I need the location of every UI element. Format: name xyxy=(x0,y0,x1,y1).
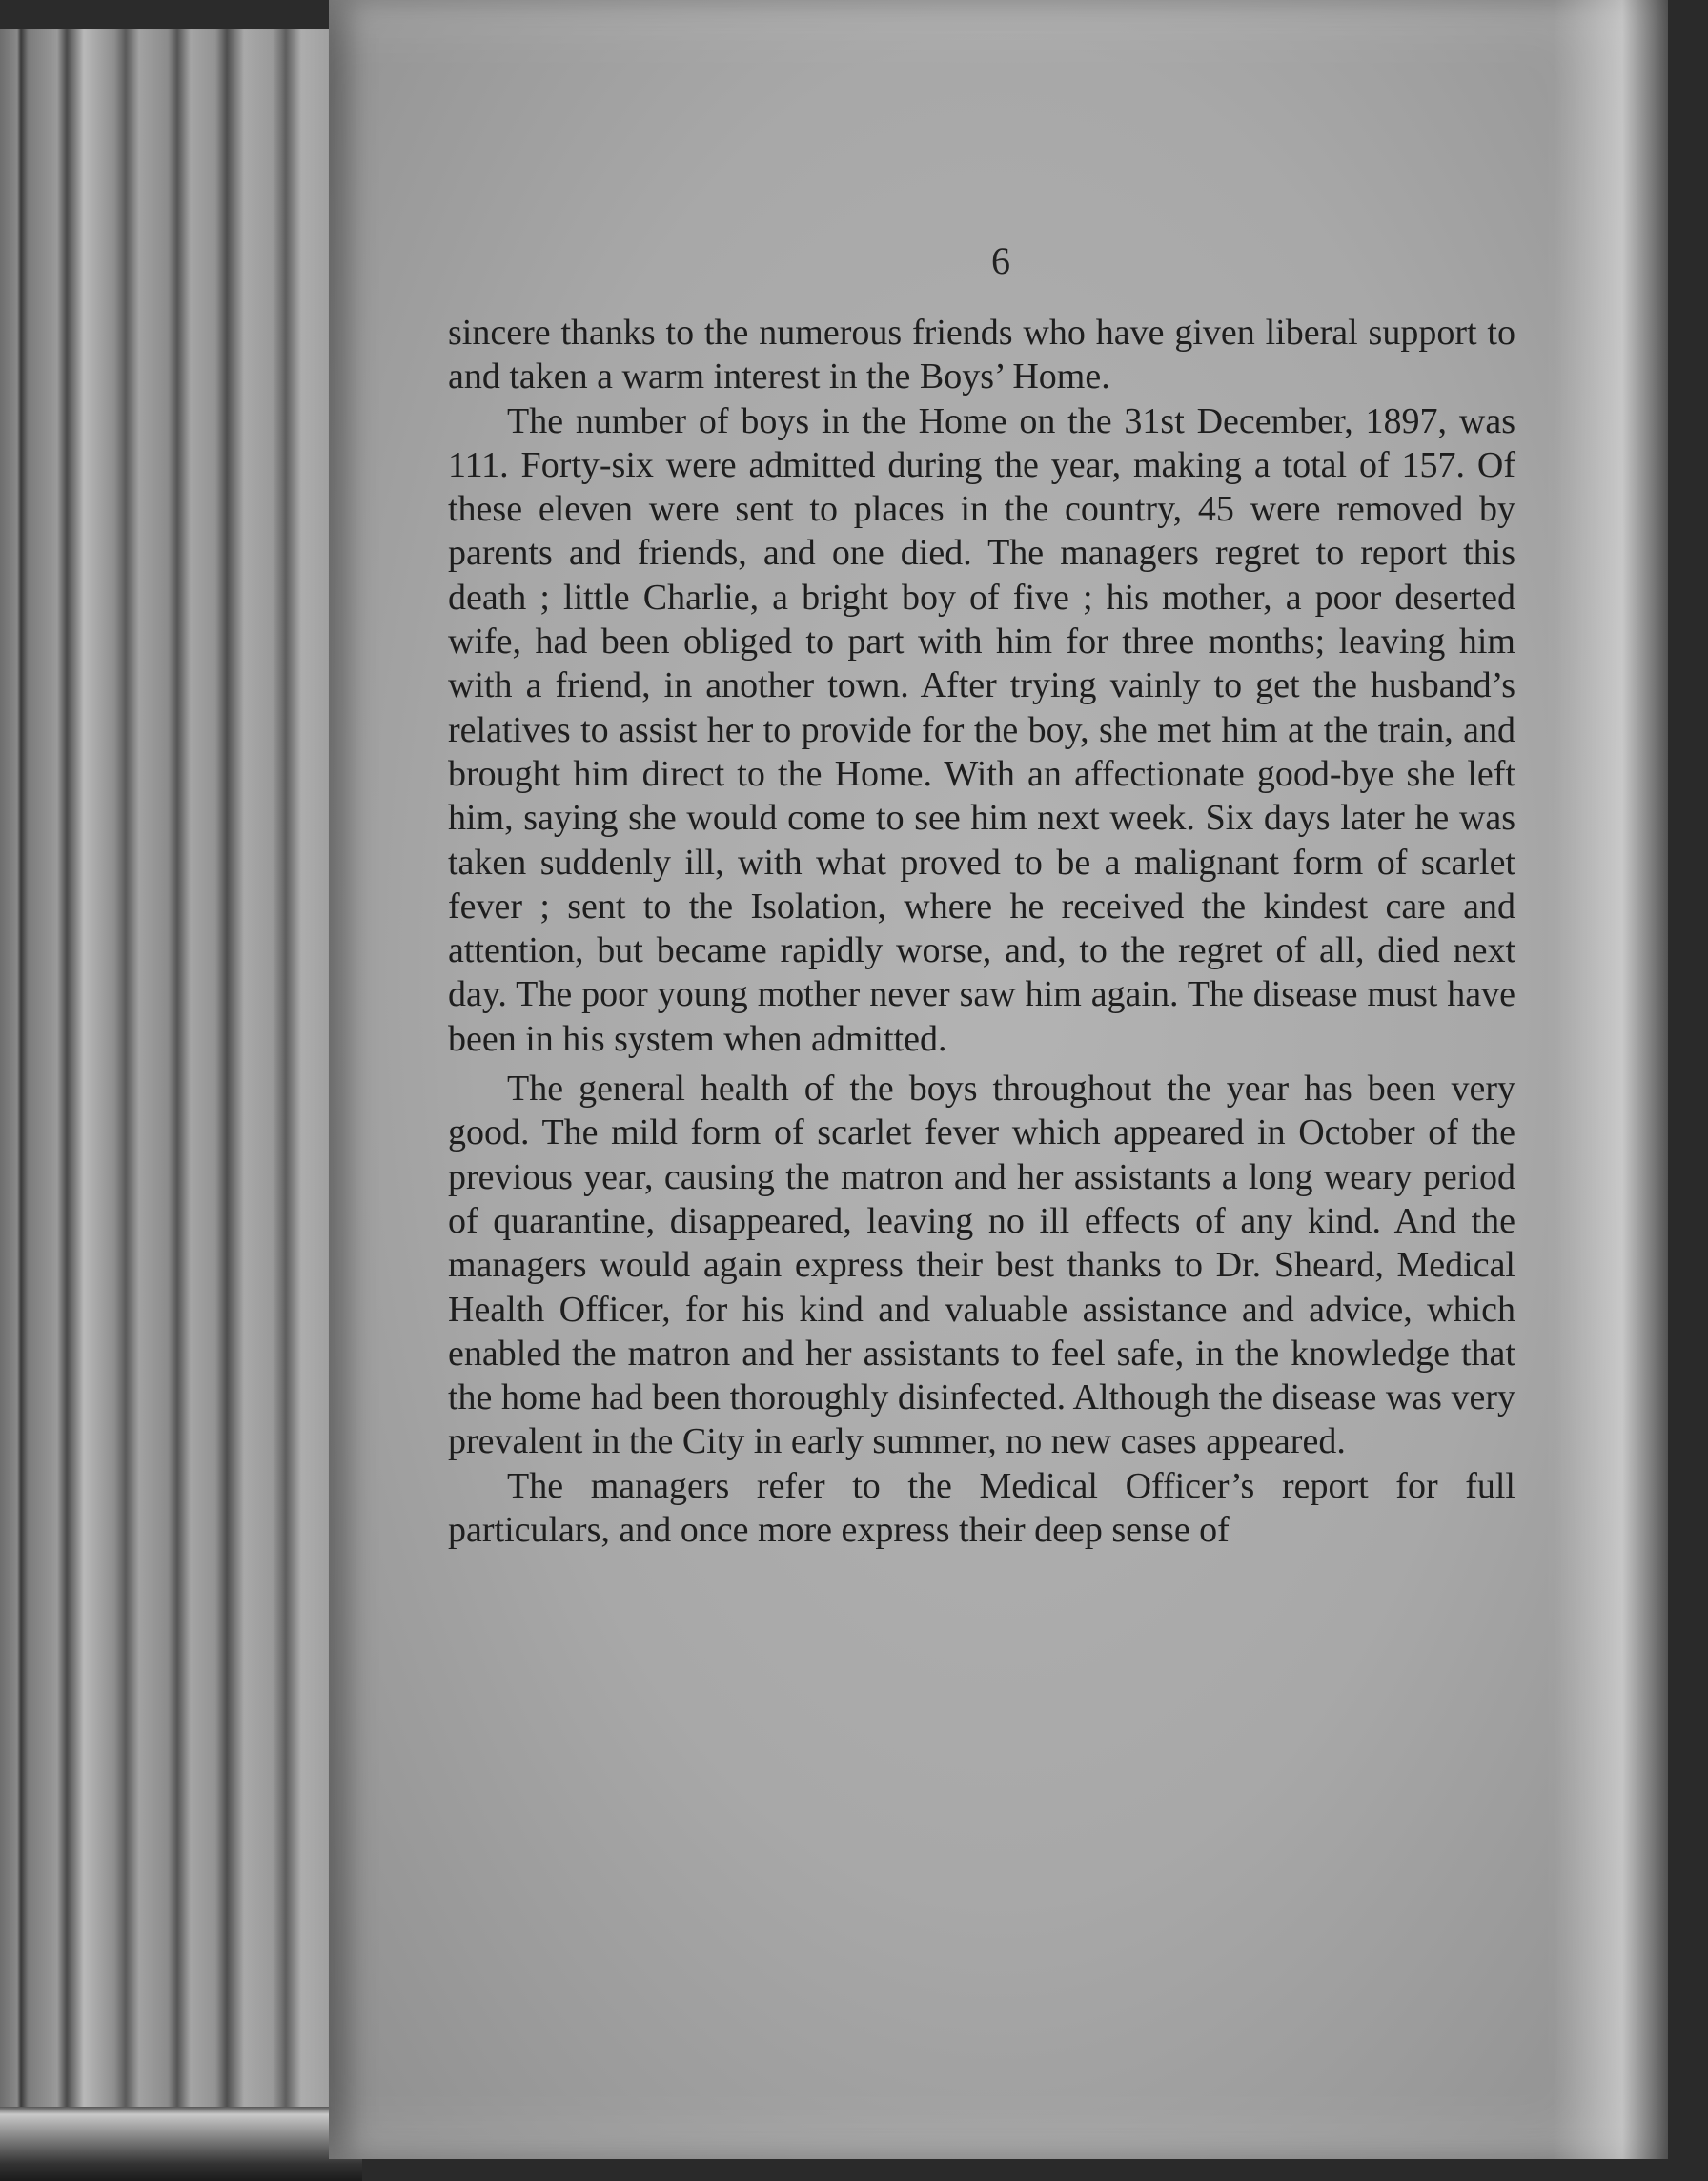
book-edge-bottom xyxy=(0,2107,362,2181)
page-number: 6 xyxy=(991,239,1010,282)
paragraph-medical-report: The managers refer to the Medical Officer’s report for full particulars, and once more express their deep sense of xyxy=(448,1465,1515,1551)
book-page-edges xyxy=(0,0,362,2181)
paragraph-boys-count: The number of boys in the Home on the 31st December, 1897, was 111. Forty-six were admitted during the year, making a total of 157. Of these eleven were sent to places in the country, 45 were removed by parents and friends, and one died. The managers regret to report this death ; little Charlie, a bright boy of five ; his mother, a poor deserted wife, had been obliged to part with him for three months; leaving him with a friend, in another town. After trying vainly to get the husband’s relatives to assist her to provide for the boy, she met him at the train, and brought him direct to the Home. With an affectionate good-bye she left him, saying she would come to see him next week. Six days later he was taken suddenly ill, with what proved to be a malignant form of scarlet fever ; sent to the Isolation, where he received the kindest care and attention, but became rapidly worse, and, to the regret of all, died next day. The poor young mother never saw him again. The disease must have been in his system when admitted. xyxy=(448,400,1515,1059)
book-edge-top-shadow xyxy=(0,0,362,29)
paragraph-general-health: The general health of the boys throughout the year has been very good. The mild form of scarlet fever which appeared in October of the previous year, causing the matron and her assistants a long weary period of quarantine, disappeared, leaving no ill effects of any kind. And the managers would again express their best thanks to Dr. Sheard, Medical Health Officer, for his kind and valuable assistance and advice, which enabled the matron and her assistants to feel safe, in the knowledge that the home had been thoroughly disinfected. Although the disease was very prevalent in the City in early summer, no new cases appeared. xyxy=(448,1069,1515,1462)
body-text xyxy=(448,311,1515,1552)
page-curl-shade xyxy=(1554,0,1668,2159)
paragraph-continued: sincere thanks to the numerous friends who have given liberal support to and taken a warm interest in the Boys’ Home. xyxy=(448,313,1515,397)
